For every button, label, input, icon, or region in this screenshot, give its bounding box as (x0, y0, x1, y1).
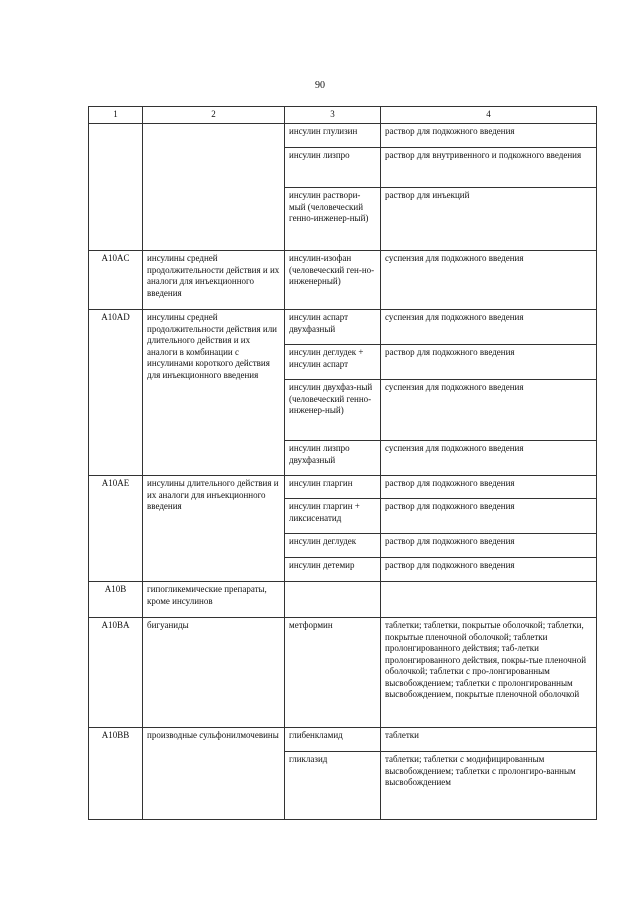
drug-name: инсулин лизпро двухфазный (285, 441, 381, 476)
table-row (89, 728, 597, 752)
drug-name: метформин (285, 618, 381, 728)
table-row (89, 476, 597, 499)
drug-name: глибенкламид (285, 728, 381, 752)
dosage-form: суспензия для подкожного введения (381, 441, 597, 476)
drug-name: инсулин-изофан (человеческий ген-но-инженерный) (285, 251, 381, 310)
column-header: 4 (381, 107, 597, 124)
atc-code: A10AC (89, 251, 143, 310)
drug-name: гликлазид (285, 752, 381, 820)
dosage-form: раствор для подкожного введения (381, 558, 597, 582)
drug-name: инсулин гларгин (285, 476, 381, 499)
drug-name (285, 582, 381, 618)
dosage-form: таблетки; таблетки с модифицированным высвобождением; таблетки с пролонгиро-ванным высвобождением (381, 752, 597, 820)
dosage-form: раствор для подкожного введения (381, 345, 597, 380)
medication-table (88, 106, 597, 820)
atc-code (89, 124, 143, 251)
drug-name: инсулин раствори-мый (человеческий генно-инженер-ный) (285, 188, 381, 251)
drug-name: инсулин аспарт двухфазный (285, 310, 381, 345)
dosage-form: раствор для подкожного введения (381, 534, 597, 558)
drug-name: инсулин двухфаз-ный (человеческий генно-инженер-ный) (285, 380, 381, 441)
group-name: производные сульфонилмочевины (143, 728, 285, 820)
dosage-form: суспензия для подкожного введения (381, 251, 597, 310)
drug-name: инсулин детемир (285, 558, 381, 582)
column-header: 1 (89, 107, 143, 124)
column-header: 3 (285, 107, 381, 124)
dosage-form: суспензия для подкожного введения (381, 310, 597, 345)
drug-name: инсулин гларгин + ликсисенатид (285, 499, 381, 534)
drug-name: инсулин лизпро (285, 148, 381, 188)
table-header-row (89, 107, 597, 124)
dosage-form: суспензия для подкожного введения (381, 380, 597, 441)
atc-code: A10AE (89, 476, 143, 582)
table-row (89, 582, 597, 618)
drug-name: инсулин деглудек + инсулин аспарт (285, 345, 381, 380)
dosage-form: раствор для подкожного введения (381, 124, 597, 148)
table-row (89, 310, 597, 345)
dosage-form: раствор для инъекций (381, 188, 597, 251)
group-name (143, 124, 285, 251)
group-name: инсулины длительного действия и их аналоги для инъекционного введения (143, 476, 285, 582)
atc-code: A10BB (89, 728, 143, 820)
atc-code: A10BA (89, 618, 143, 728)
group-name: инсулины средней продолжительности действия или длительного действия и их аналоги в комбинации с инсулинами короткого действия для инъекционного введения (143, 310, 285, 476)
group-name: бигуаниды (143, 618, 285, 728)
group-name: гипогликемические препараты, кроме инсулинов (143, 582, 285, 618)
table-row (89, 124, 597, 148)
dosage-form: таблетки; таблетки, покрытые оболочкой; таблетки, покрытые пленочной оболочкой; таблетки пролонгированного действия; таб-летки пролонгированного действия, покры-тые пленочной оболочкой; таблетки с про-лонгированным высвобождением; таблетки с пролонгированным высвобождением, покрытые пленочной оболочкой (381, 618, 597, 728)
dosage-form: раствор для подкожного введения (381, 499, 597, 534)
dosage-form: раствор для внутривенного и подкожного введения (381, 148, 597, 188)
table-row (89, 251, 597, 310)
page-number: 90 (315, 80, 325, 91)
atc-code: A10B (89, 582, 143, 618)
dosage-form: раствор для подкожного введения (381, 476, 597, 499)
dosage-form: таблетки (381, 728, 597, 752)
drug-name: инсулин деглудек (285, 534, 381, 558)
table-row (89, 618, 597, 728)
group-name: инсулины средней продолжительности действия и их аналоги для инъекционного введения (143, 251, 285, 310)
atc-code: A10AD (89, 310, 143, 476)
dosage-form (381, 582, 597, 618)
drug-name: инсулин глулизин (285, 124, 381, 148)
column-header: 2 (143, 107, 285, 124)
